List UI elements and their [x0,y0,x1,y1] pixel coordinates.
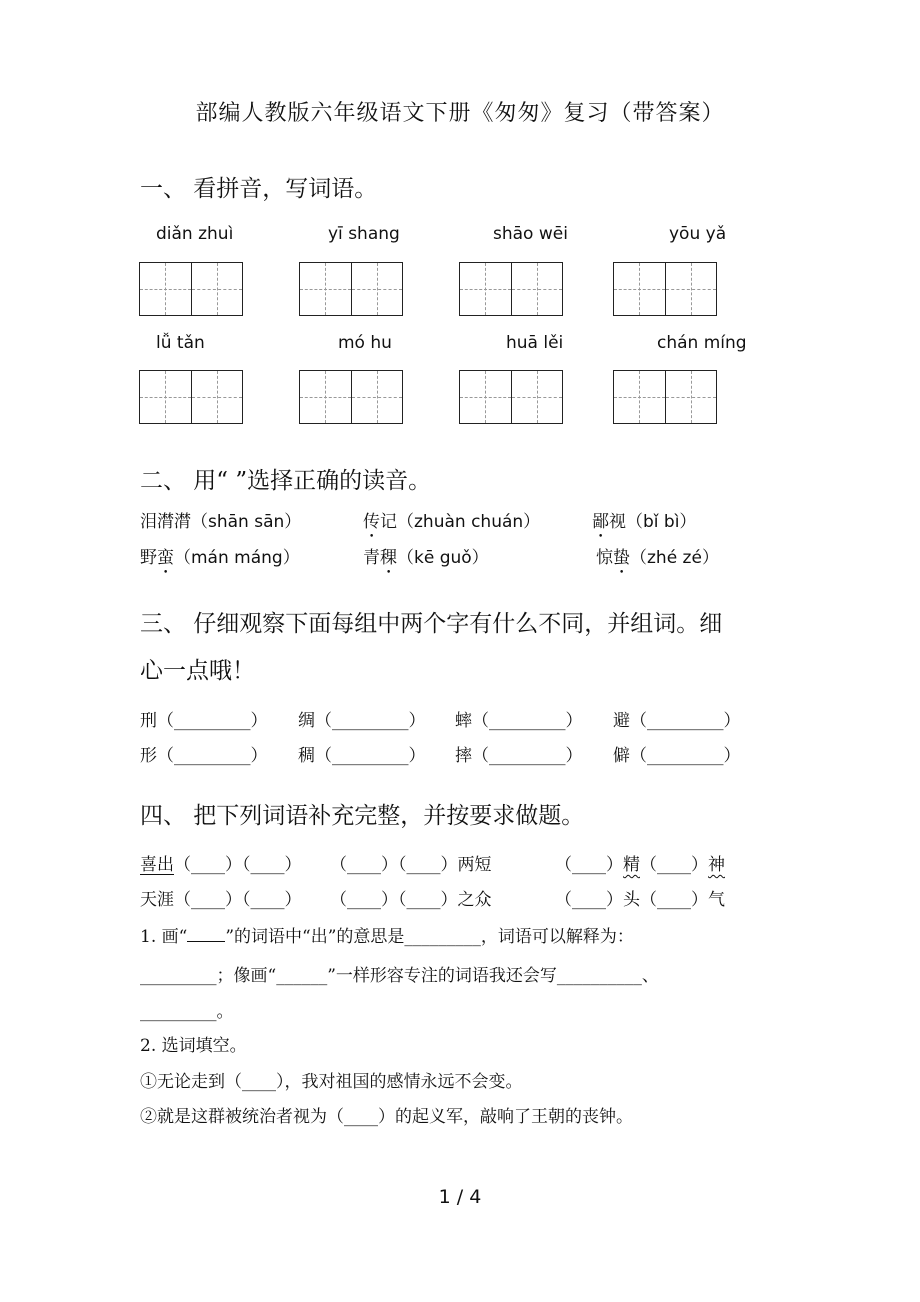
word-group-item[interactable]: 稠（_________） [298,746,426,766]
pinyin-label: yōu yǎ [669,224,727,244]
word-group-item[interactable]: 形（_________） [140,746,268,766]
idiom-item[interactable]: 天涯（____）（____） [140,890,302,910]
writing-grid[interactable] [613,262,717,316]
question-2-item-1[interactable]: ①无论走到（____），我对祖国的感情永远不会变。 [140,1072,523,1092]
pinyin-label: chán míng [657,333,747,353]
idiom-item[interactable]: （____）（____）之众 [330,890,492,910]
idiom-item[interactable]: （____）头（____）气 [555,890,725,910]
section-2-heading: 二、 用“ ”选择正确的读音。 [140,468,432,494]
word-group-item[interactable]: 摔（_________） [455,746,583,766]
page-number: 1 / 4 [438,1186,482,1208]
writing-grid[interactable] [613,370,717,424]
writing-grid[interactable] [299,370,403,424]
writing-grid[interactable] [459,262,563,316]
idiom-item[interactable]: （____）（____）两短 [330,855,492,875]
pinyin-label: shāo wēi [493,224,568,244]
question-2: 2. 选词填空。 [140,1036,247,1056]
word-group-item[interactable]: 刑（_________） [140,711,268,731]
reading-item: 惊蛰（zhé zé） [596,548,719,568]
pinyin-label: lǚ tǎn [156,333,205,353]
reading-item: 野蛮（mán máng） [140,548,300,568]
reading-item: 传记（zhuàn chuán） [363,512,541,532]
question-1-line3[interactable]: _________。 [140,1002,234,1022]
question-2-item-2[interactable]: ②就是这群被统治者视为（____）的起义军，敲响了王朝的丧钟。 [140,1107,633,1127]
word-group-item[interactable]: 避（_________） [613,711,741,731]
pinyin-label: huā lěi [506,333,564,353]
pinyin-label: diǎn zhuì [156,224,234,244]
section-3-heading-cont: 心一点哦！ [140,658,255,684]
word-group-item[interactable]: 绸（_________） [298,711,426,731]
question-1-line2[interactable]: _________；像画“______”一样形容专注的词语我还会写__________、 [140,966,659,986]
section-3-heading: 三、 仔细观察下面每组中两个字有什么不同，并组词。细 [140,611,723,637]
writing-grid[interactable] [459,370,563,424]
writing-grid[interactable] [139,370,243,424]
writing-grid[interactable] [299,262,403,316]
reading-item: 青稞（kē guǒ） [363,548,489,568]
idiom-item[interactable]: （____）精（____）神 [555,855,725,875]
pinyin-label: yī shang [328,224,400,244]
reading-item: 鄙视（bǐ bì） [592,512,697,532]
idiom-item[interactable]: 喜出（____）（____） [140,855,302,875]
word-group-item[interactable]: 蟀（_________） [455,711,583,731]
writing-grid[interactable] [139,262,243,316]
word-group-item[interactable]: 僻（_________） [613,746,741,766]
page-title: 部编人教版六年级语文下册《匆匆》复习（带答案） [195,101,725,126]
reading-item: 泪潸潸（shān sān） [140,512,302,532]
section-1-heading: 一、 看拼音，写词语。 [140,176,378,202]
underline-sample [187,927,225,942]
section-4-heading: 四、 把下列词语补充完整，并按要求做题。 [140,803,585,829]
question-1: 1. 画“ ”的词语中“出”的意思是_________，词语可以解释为： [140,927,634,947]
pinyin-label: mó hu [338,333,392,353]
